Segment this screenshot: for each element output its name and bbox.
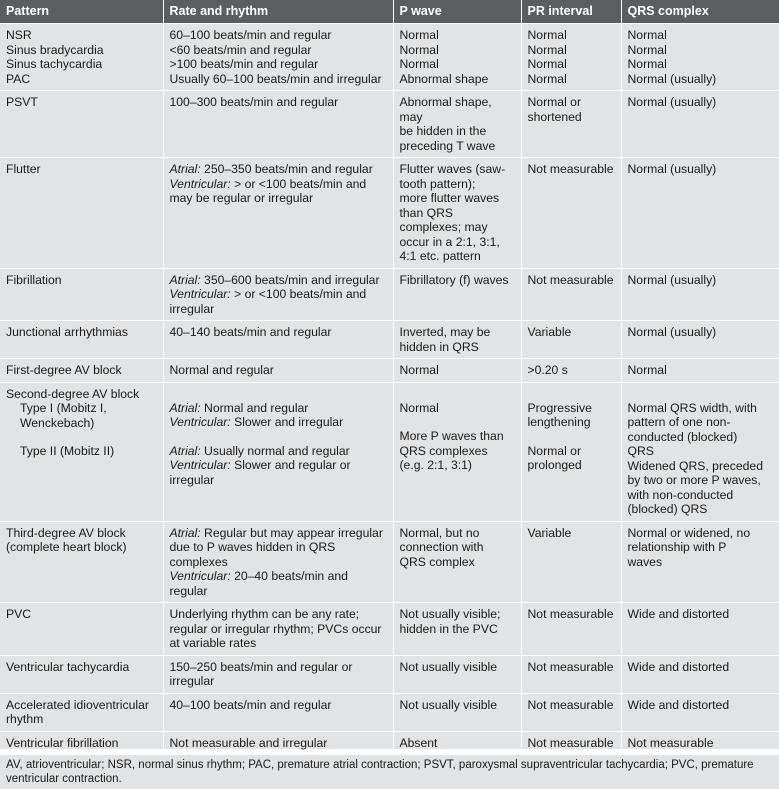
cell-line: Wide and distorted [627,659,730,674]
cell-p-wave [393,521,521,603]
cell-rate-and-rhythm [163,158,393,269]
cell-line: Widened QRS, preceded [627,458,763,473]
cell-qrs-complex [621,91,779,158]
rate-label: Ventricular: [169,415,231,429]
cell-rate-and-rhythm [163,268,393,321]
cell-line: Normal [399,28,439,42]
cell-line: Normal [527,57,567,71]
cell-pr-interval [521,603,621,656]
cell-line: Progressive [527,400,592,415]
rate-text: Usually 60–100 beats/min and irregular [169,71,382,86]
cell-line: Normal [399,400,439,415]
cell-line: Third-degree AV block [6,525,126,540]
cell-pr-interval [521,731,621,754]
cell-line: with non-conducted [627,487,734,502]
cell-line: Variable [527,325,572,339]
cell-line: Normal QRS width, with [627,400,757,415]
cell-line: relationship with P [627,540,727,554]
rate-text: <60 beats/min and regular [169,42,312,57]
cell-line: Second-degree AV block [6,386,140,401]
cell-line [170,325,387,340]
rate-text: > or <100 beats/min and [230,287,367,301]
cell-line: QRS complex [399,554,475,569]
cell-line [170,622,387,637]
cell-rate-and-rhythm [163,655,393,693]
cell-line: Ventricular tachycardia [6,659,130,674]
rate-label: Ventricular: [169,287,231,301]
cell-line: Not usually visible [399,659,498,674]
cell-line: Inverted, may be [399,325,491,339]
cell-line [170,540,387,555]
cell-line: Type II (Mobitz II) [20,444,115,458]
table-row [0,268,779,321]
table-row [0,655,779,693]
cell-line: Normal [627,28,667,42]
cell-line: (complete heart block) [6,540,127,554]
cell-p-wave [393,731,521,754]
cell-pattern [0,655,163,693]
cell-line [170,162,387,177]
cell-p-wave [393,268,521,321]
cell-line [170,273,387,288]
cell-line [170,177,387,192]
cell-qrs-complex [621,521,779,603]
cell-pr-interval [521,268,621,321]
cell-line: Normal or [527,95,581,109]
cell-line [170,363,387,378]
cell-rate-and-rhythm [163,521,393,603]
table-footnote [0,754,779,789]
header-rate-and-rhythm: Rate and rhythm [163,0,393,24]
cell-p-wave [393,359,521,383]
table-row [0,693,779,731]
rate-label: Ventricular: [169,458,231,472]
cell-line: Normal (usually) [627,272,717,287]
rate-text: irregular [169,472,215,487]
rate-text: 250–350 beats/min and regular [200,162,373,176]
rate-text: 20–40 beats/min and regular [169,569,348,598]
cell-line [170,302,387,317]
cell-rate-and-rhythm [163,359,393,383]
cell-line [170,473,387,488]
cell-line: QRS complexes [399,443,488,458]
cell-line: shortened [527,109,582,124]
table-row [0,382,779,521]
cell-pattern [0,731,163,754]
cell-line: Normal or widened, no [627,525,751,540]
cell-pattern [0,359,163,383]
rate-text: irregular [169,674,215,688]
cell-p-wave [393,693,521,731]
cell-pattern [0,158,163,269]
cell-pattern [0,382,163,521]
cell-line: Normal [627,42,667,57]
cell-pr-interval [521,693,621,731]
cell-line [170,191,387,206]
cell-p-wave [393,24,521,91]
cell-p-wave [393,382,521,521]
cell-pattern [0,268,163,321]
cell-line: occur in a 2:1, 3:1, [399,234,500,249]
rate-text: Slower and regular or [230,458,351,472]
cell-line: Normal [627,363,667,377]
cell-p-wave [393,158,521,269]
cell-line: Sinus tachycardia [6,57,103,71]
cell-line [170,674,387,689]
table-row [0,731,779,754]
cell-rate-and-rhythm [163,24,393,91]
rate-text: >100 beats/min and regular [169,57,319,71]
rate-text: Regular but may appear irregular [200,525,383,540]
cell-line: tooth pattern); [399,176,476,191]
table-row [0,321,779,359]
cell-pattern [0,693,163,731]
cell-line: Type I (Mobitz I, [20,401,107,415]
cell-line: Normal (usually) [627,95,717,109]
header-p-wave: P wave [393,0,521,24]
cell-line: Fibrillatory (f) waves [399,272,509,287]
header-pattern: Pattern [0,0,163,24]
cell-pr-interval [521,655,621,693]
cell-line: >0.20 s [527,363,568,377]
rate-text: may be regular or irregular [169,191,314,205]
cell-line: complexes; may [399,220,488,234]
cell-line: conducted (blocked) [627,429,738,444]
cell-line: Normal or [527,443,581,458]
rate-text: > or <100 beats/min and [230,176,367,191]
table-row [0,91,779,158]
rate-text: irregular [169,301,215,316]
cell-line: prolonged [527,458,582,472]
cell-qrs-complex [621,24,779,91]
cell-rate-and-rhythm [163,603,393,656]
cell-line [170,287,387,302]
cell-line: Accelerated idioventricular [6,697,149,712]
rate-label: Atrial: [169,162,201,176]
cell-line: Normal [399,57,439,71]
cell-line: Abnormal shape, may [399,95,492,124]
cell-line: Abnormal shape [399,71,489,86]
cell-pr-interval [521,91,621,158]
rate-label: Atrial: [169,525,201,540]
cell-line: rhythm [6,712,44,726]
rate-text: regular or irregular rhythm; PVCs occur [169,621,382,636]
cell-line [170,28,387,43]
rate-text: Not measurable and irregular [169,735,328,750]
cell-line [170,415,387,430]
cell-line: More P waves than [399,429,504,443]
cell-p-wave [393,655,521,693]
cell-line: (blocked) QRS [627,502,708,516]
cell-qrs-complex [621,359,779,383]
table-header-row [0,0,779,24]
rate-text: complexes [169,554,228,569]
cell-line [170,444,387,459]
cell-line: Flutter waves (saw- [399,162,506,176]
cell-pattern [0,91,163,158]
table-body [0,24,779,755]
cell-pr-interval [521,158,621,269]
footnote-line: AV, atrioventricular; NSR, normal sinus rhythm; PAC, premature atrial contraction; PSVT, paroxysmal supraventricular tachycardia; PVC, premature [6,759,754,771]
footnote-line: ventricular contraction. [6,773,122,785]
cell-line: Not usually visible [399,697,498,712]
cell-line: NSR [6,28,32,42]
cell-line: Not measurable [527,162,614,176]
cell-qrs-complex [621,603,779,656]
cell-line: Not measurable [527,272,614,287]
cell-p-wave [393,321,521,359]
cell-line: by two or more P waves, [627,473,761,487]
cell-line: Fibrillation [6,272,62,287]
rate-label: Atrial: [169,443,201,458]
cell-line [170,636,387,651]
cell-line [170,72,387,87]
cell-qrs-complex [621,158,779,269]
cell-pr-interval [521,24,621,91]
rate-text: 40–100 beats/min and regular [169,697,332,712]
cell-line: more flutter waves [399,191,500,205]
rate-text: 100–300 beats/min and regular [169,95,339,109]
cell-line: be hidden in the [399,124,487,138]
cell-line: Normal (usually) [627,325,717,339]
cell-pattern [0,603,163,656]
rate-text: Normal and regular [169,363,274,377]
cell-line: Not measurable [527,697,614,712]
table-row [0,603,779,656]
cell-line: Absent [399,735,438,750]
cell-qrs-complex [621,382,779,521]
cell-qrs-complex [621,321,779,359]
cell-line [170,607,387,622]
cell-line: PAC [6,71,31,86]
cell-pr-interval [521,321,621,359]
cell-line: Ventricular fibrillation [6,735,119,750]
header-pr-interval: PR interval [521,0,621,24]
cell-line: waves [627,554,663,569]
cell-line [170,660,387,675]
cell-line: Normal [399,363,439,377]
rate-text: Usually normal and regular [200,443,350,458]
rate-text: Underlying rhythm can be any rate; [169,607,360,621]
rate-text: due to P waves hidden in QRS [169,540,336,554]
cell-line: Normal [627,57,667,71]
cell-qrs-complex [621,268,779,321]
cell-line: hidden in QRS [399,339,479,354]
cell-line [170,43,387,58]
rate-text: 350–600 beats/min and irregular [200,272,380,287]
cell-line: hidden in the PVC [399,621,498,636]
cell-rate-and-rhythm [163,91,393,158]
cell-line: pattern of one non- [627,415,731,429]
cell-line [170,458,387,473]
cell-line: PVC [6,607,32,621]
rate-text: at variable rates [169,636,257,650]
cell-line: connection with [399,540,484,554]
cell-pr-interval [521,359,621,383]
rate-label: Atrial: [169,400,201,415]
rate-text: Slower and irregular [230,415,344,429]
rate-label: Atrial: [169,272,201,287]
cell-line: Normal, but no [399,525,480,540]
cell-rate-and-rhythm [163,693,393,731]
cell-line: than QRS [399,205,454,220]
cell-line: Not measurable [527,659,614,674]
cell-pattern [0,24,163,91]
cell-line: QRS [627,444,654,458]
cell-line: Not measurable [627,735,714,750]
cell-line [170,736,387,751]
cell-line: Not measurable [527,607,614,621]
cell-line: Normal [527,28,567,42]
cell-line: Normal [399,42,439,57]
cell-line: preceding T wave [399,138,496,153]
rate-text: Normal and regular [200,400,309,415]
cell-line [170,95,387,110]
cell-line: Not usually visible; [399,607,501,621]
cell-qrs-complex [621,731,779,754]
cell-pattern [0,321,163,359]
cell-pr-interval [521,382,621,521]
cell-pr-interval [521,521,621,603]
cell-line: Junctional arrhythmias [6,325,128,339]
cell-rate-and-rhythm [163,382,393,521]
rate-text: 60–100 beats/min and regular [169,28,332,42]
header-qrs-complex: QRS complex [621,0,779,24]
cell-line: Flutter [6,162,41,176]
table-row [0,24,779,91]
cell-pattern [0,521,163,603]
cell-line: lengthening [527,415,591,429]
cell-line: Wenckebach) [20,415,95,430]
rate-text: 150–250 beats/min and regular or [169,659,353,674]
cell-line: Wide and distorted [627,607,730,621]
table-row [0,521,779,603]
cell-p-wave [393,603,521,656]
cell-line: (e.g. 2:1, 3:1) [399,458,472,472]
cell-line: Normal [527,71,567,86]
table-row [0,158,779,269]
rate-label: Ventricular: [169,569,231,583]
cell-qrs-complex [621,655,779,693]
cell-line [170,555,387,570]
cell-line: Normal (usually) [627,71,717,86]
cell-p-wave [393,91,521,158]
cell-line: Normal (usually) [627,162,717,176]
cell-line: Normal [527,42,567,57]
rate-text: 40–140 beats/min and regular [169,325,332,339]
cell-line: Sinus bradycardia [6,42,104,57]
rate-label: Ventricular: [169,176,231,191]
cell-line: PSVT [6,95,38,109]
cell-line [170,526,387,541]
cell-line [170,401,387,416]
cell-line: 4:1 etc. pattern [399,249,481,263]
cell-line: Wide and distorted [627,697,730,712]
cell-line: Not measurable [527,735,614,750]
cell-line [170,57,387,72]
cell-line: Variable [527,525,572,540]
cell-line [170,569,387,598]
table-row [0,359,779,383]
cell-rate-and-rhythm [163,731,393,754]
cell-line [170,698,387,713]
cell-rate-and-rhythm [163,321,393,359]
cell-qrs-complex [621,693,779,731]
cell-line: First-degree AV block [6,363,122,377]
